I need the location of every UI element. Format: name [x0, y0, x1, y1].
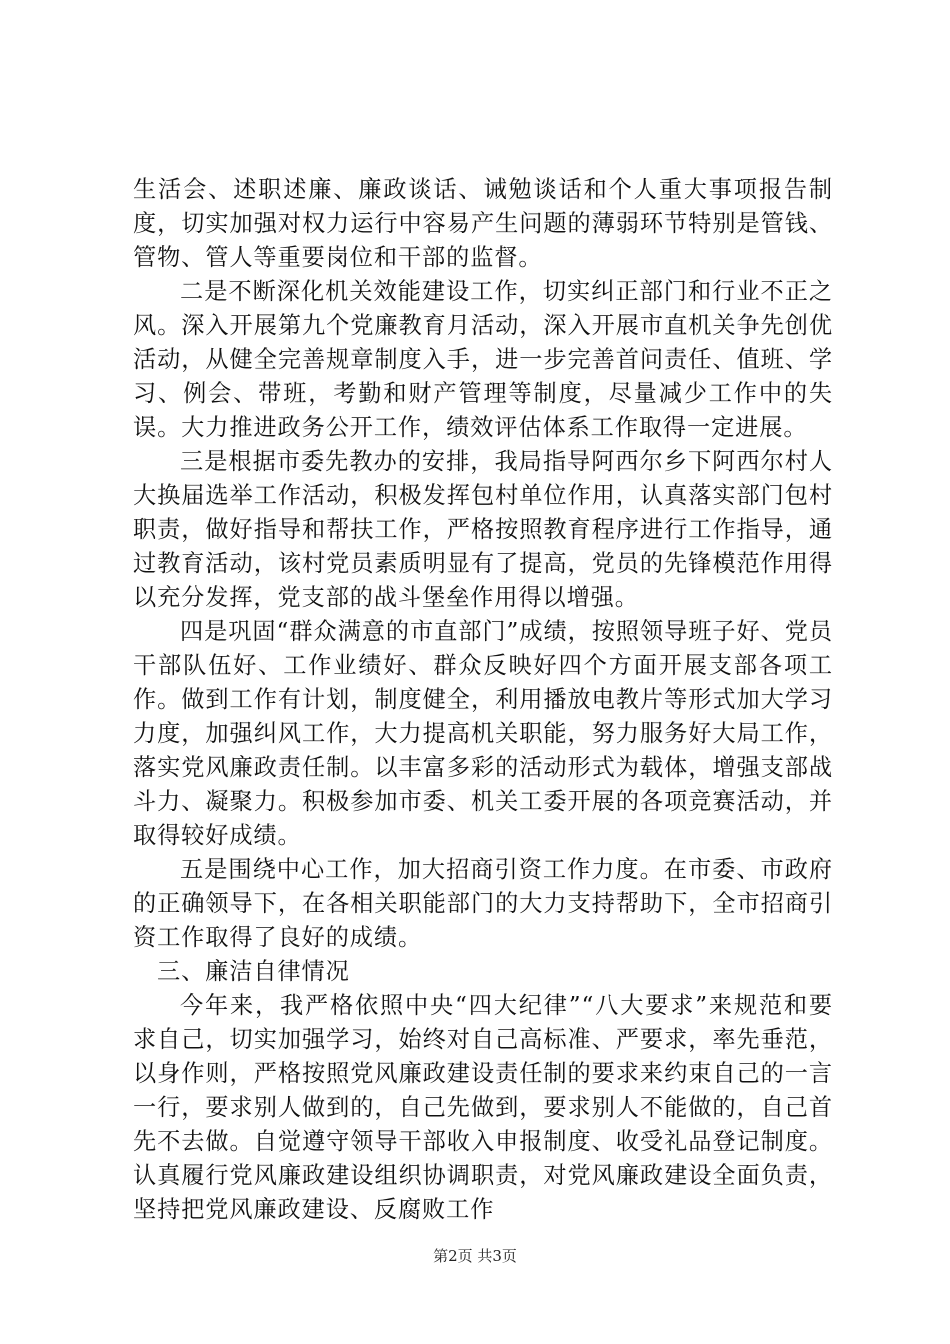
paragraph-continuation: 生活会、述职述廉、廉政谈话、诫勉谈话和个人重大事项报告制度，切实加强对权力运行中容易产生问题的薄弱环节特别是管钱、管物、管人等重要岗位和干部的监督。	[133, 176, 833, 271]
paragraph-point-three: 三是根据市委先教办的安排，我局指导阿西尔乡下阿西尔村人大换届选举工作活动，积极发挥包村单位作用，认真落实部门包村职责，做好指导和帮扶工作，严格按照教育程序进行工作指导，通过教育活动，该村党员素质明显有了提高，党员的先锋模范作用得以充分发挥，党支部的战斗堡垒作用得以增强。	[133, 448, 833, 611]
page-footer: 第2页 共3页	[433, 1247, 517, 1265]
paragraph-point-four: 四是巩固“群众满意的市直部门”成绩，按照领导班子好、党员干部队伍好、工作业绩好、群众反映好四个方面开展支部各项工作。做到工作有计划，制度健全，利用播放电教片等形式加大学习力度，加强纠风工作，大力提高机关职能，努力服务好大局工作，落实党风廉政责任制。以丰富多彩的活动形式为载体，增强支部战斗力、凝聚力。积极参加市委、机关工委开展的各项竞赛活动，并取得较好成绩。	[133, 618, 833, 849]
paragraph-point-two: 二是不断深化机关效能建设工作，切实纠正部门和行业不正之风。深入开展第九个党廉教育月活动，深入开展市直机关争先创优活动，从健全完善规章制度入手，进一步完善首问责任、值班、学习、例会、带班，考勤和财产管理等制度，尽量减少工作中的失误。大力推进政务公开工作，绩效评估体系工作取得一定进展。	[133, 278, 833, 441]
document-body	[133, 173, 833, 1227]
section-heading: 三、廉洁自律情况	[157, 958, 350, 985]
paragraph-self-discipline: 今年来，我严格依照中央“四大纪律”“八大要求”来规范和要求自己，切实加强学习，始终对自己高标准、严要求，率先垂范，以身作则，严格按照党风廉政建设责任制的要求来约束自己的一言一行，要求别人做到的，自己先做到，要求别人不能做的，自己首先不去做。自觉遵守领导干部收入申报制度、收受礼品登记制度。认真履行党风廉政建设组织协调职责，对党风廉政建设全面负责，坚持把党风廉政建设、反腐败工作	[133, 992, 833, 1223]
paragraph-point-five: 五是围绕中心工作，加大招商引资工作力度。在市委、市政府的正确领导下，在各相关职能部门的大力支持帮助下，全市招商引资工作取得了良好的成绩。	[133, 856, 833, 951]
